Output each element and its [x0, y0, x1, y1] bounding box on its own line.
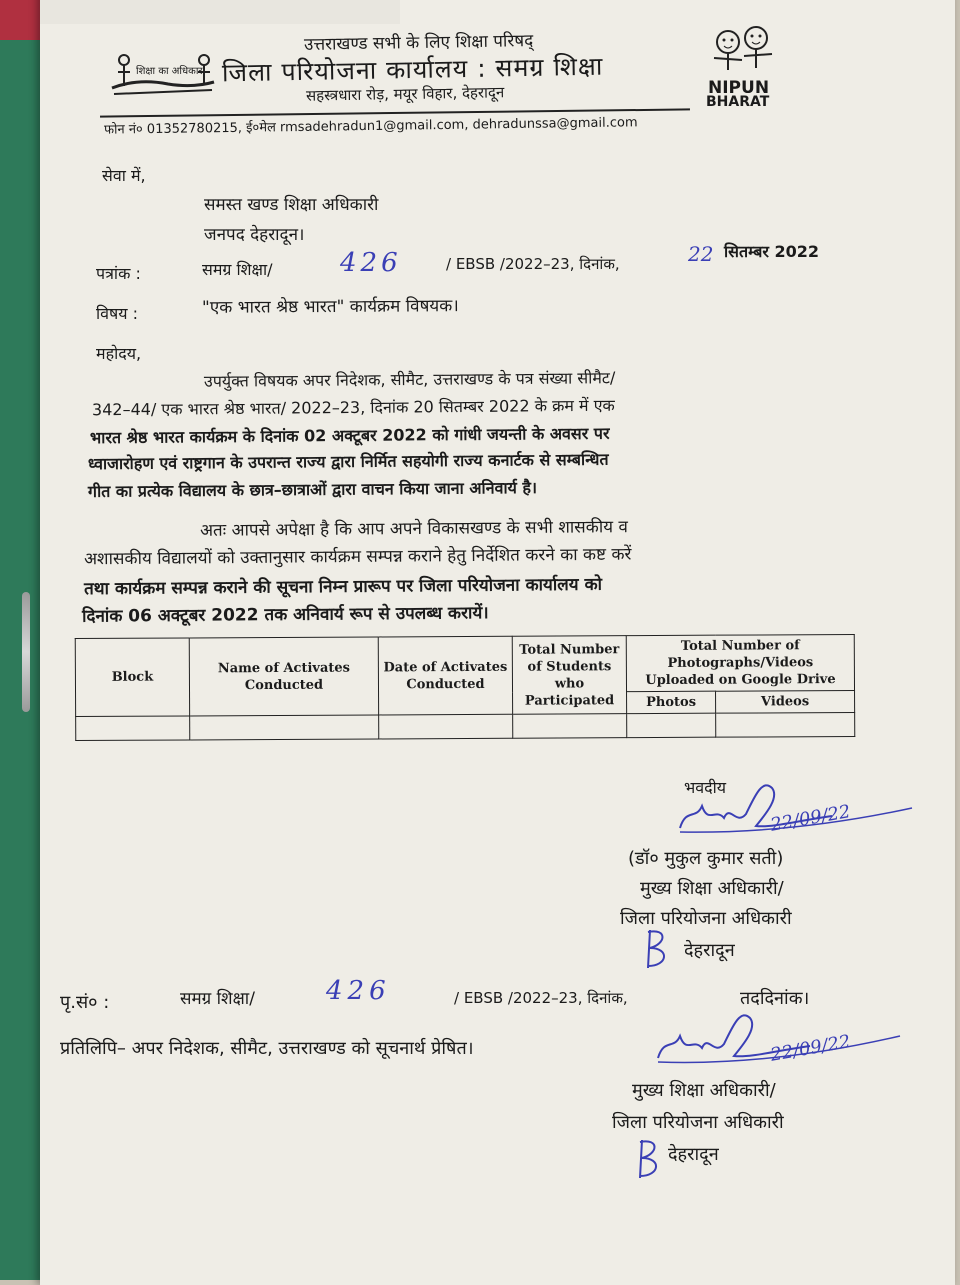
reporting-format-table: [75, 634, 856, 741]
table-cell: [190, 715, 379, 740]
para1-line3: भारत श्रेष्ठ भारत कार्यक्रम के दिनांक 02 अक्टूबर 2022 को गांधी जयन्ती के अवसर पर: [89, 423, 610, 448]
signatory-designation2: जिला परियोजना अधिकारी: [620, 908, 792, 929]
salutation: महोदय,: [96, 344, 142, 363]
signatory-designation1: मुख्य शिक्षा अधिकारी/: [640, 878, 784, 899]
office-address: सहस्त्रधारा रोड़, मयूर विहार, देहरादून: [305, 83, 505, 105]
col-uploads: Total Number of Photographs/Videos Uploaded on Google Drive: [626, 634, 854, 691]
contact-line: फोन नं० 01352780215, ई०मेल rmsadehradun1@gmail.com, dehradunssa@gmail.com: [103, 115, 638, 138]
ref-number-handwritten: 426: [340, 248, 402, 278]
endorsement-place: देहरादून: [668, 1144, 719, 1165]
col-date: Date of Activates Conducted: [378, 636, 512, 715]
table-empty-row: [76, 712, 855, 740]
endorsement-number-handwritten: 426: [326, 976, 391, 1006]
initial-mark-icon: [640, 926, 680, 972]
col-block: Block: [75, 638, 189, 717]
endorsement-designation1: मुख्य शिक्षा अधिकारी/: [632, 1080, 776, 1101]
table-cell: [513, 714, 627, 739]
office-name: जिला परियोजना कार्यालय : समग्र शिक्षा: [221, 51, 604, 88]
underlying-page-edge: [40, 0, 400, 24]
initial-mark-icon: [632, 1136, 672, 1182]
table-cell: [716, 712, 855, 737]
table-cell: [627, 713, 716, 737]
table-header-row: [75, 634, 854, 694]
nipun-text: NIPUN: [708, 78, 770, 98]
endorsement-prefix: समग्र शिक्षा/: [180, 989, 255, 1009]
col-students: Total Number of Students who Participated: [512, 636, 626, 715]
addressee-line2: जनपद देहरादून।: [204, 225, 305, 245]
table-cell: [76, 716, 190, 741]
endorsement-designation2: जिला परियोजना अधिकारी: [612, 1112, 784, 1133]
table-cell: [379, 714, 513, 739]
subject-text: "एक भारत श्रेष्ठ भारत" कार्यक्रम विषयक।: [201, 296, 459, 318]
ref-month-year: सितम्बर 2022: [724, 242, 820, 261]
ref-prefix: समग्र शिक्षा/: [202, 260, 273, 279]
para1-line5: गीत का प्रत्येक विद्यालय के छात्र–छात्राओं द्वारा वाचन किया जाना अनिवार्य है।: [87, 478, 538, 501]
para1-line4: ध्वाजारोहण एवं राष्ट्रगान के उपरान्त राज्य द्वारा निर्मित सहयोगी राज्य कनार्टक से सम्बन्धित: [87, 449, 609, 474]
para1-line1: उपर्युक्त विषयक अपर निदेशक, सीमैट, उत्तराखण्ड के पत्र संख्या सीमैट/: [203, 368, 616, 391]
para2-line4: दिनांक 06 अक्टूबर 2022 तक अनिवार्य रूप से उपलब्ध करायें।: [81, 603, 489, 627]
para1-line2: 342–44/ एक भारत श्रेष्ठ भारत/ 2022–23, दिनांक 20 सितम्बर 2022 के क्रम में एक: [91, 395, 615, 420]
to-label: सेवा में,: [102, 166, 146, 185]
para2-line3: तथा कार्यक्रम सम्पन्न कराने की सूचना निम्न प्रारूप पर जिला परियोजना कार्यालय को: [83, 574, 603, 600]
parishad-name: उत्तराखण्ड सभी के लिए शिक्षा परिषद्: [303, 31, 534, 55]
col-activities: Name of Activates Conducted: [189, 637, 378, 716]
endorsement-suffix: / EBSB /2022–23, दिनांक,: [454, 989, 628, 1007]
ref-suffix: / EBSB /2022–23, दिनांक,: [446, 255, 620, 273]
col-photos: Photos: [627, 691, 716, 713]
signature-icon: [672, 768, 922, 848]
ref-label: पत्रांक :: [96, 264, 141, 283]
para2-line1: अतः आपसे अपेक्षा है कि आप अपने विकासखण्ड के सभी शासकीय व: [199, 517, 629, 541]
bharat-text: BHARAT: [706, 94, 770, 110]
endorsement-label: पृ.सं० :: [60, 992, 110, 1013]
endorsement-date: तददिनांक।: [740, 988, 810, 1009]
rte-logo-text: शिक्षा का अधिकार: [136, 66, 203, 77]
para2-line2: अशासकीय विद्यालयों को उक्तानुसार कार्यक्रम सम्पन्न कराने हेतु निर्देशित करने का कष्ट करें: [83, 544, 632, 570]
signatory-place: देहरादून: [684, 940, 735, 961]
endorsement-signature-date-handwritten: 22/09/22: [768, 1031, 853, 1066]
signature-date-handwritten: 22/09/22: [768, 801, 853, 836]
binding-pin: [22, 592, 30, 712]
col-videos: Videos: [716, 690, 855, 713]
closing: भवदीय: [684, 778, 727, 797]
addressee-line1: समस्त खण्ड शिक्षा अधिकारी: [204, 195, 379, 215]
ref-day-handwritten: 22: [688, 242, 714, 266]
signatory-name: (डॉ० मुकुल कुमार सती): [628, 848, 784, 869]
signature-icon: [650, 1000, 910, 1080]
subject-label: विषय :: [96, 304, 139, 323]
copy-to-line: प्रतिलिपि– अपर निदेशक, सीमैट, उत्तराखण्ड को सूचनार्थ प्रेषित।: [60, 1038, 474, 1059]
